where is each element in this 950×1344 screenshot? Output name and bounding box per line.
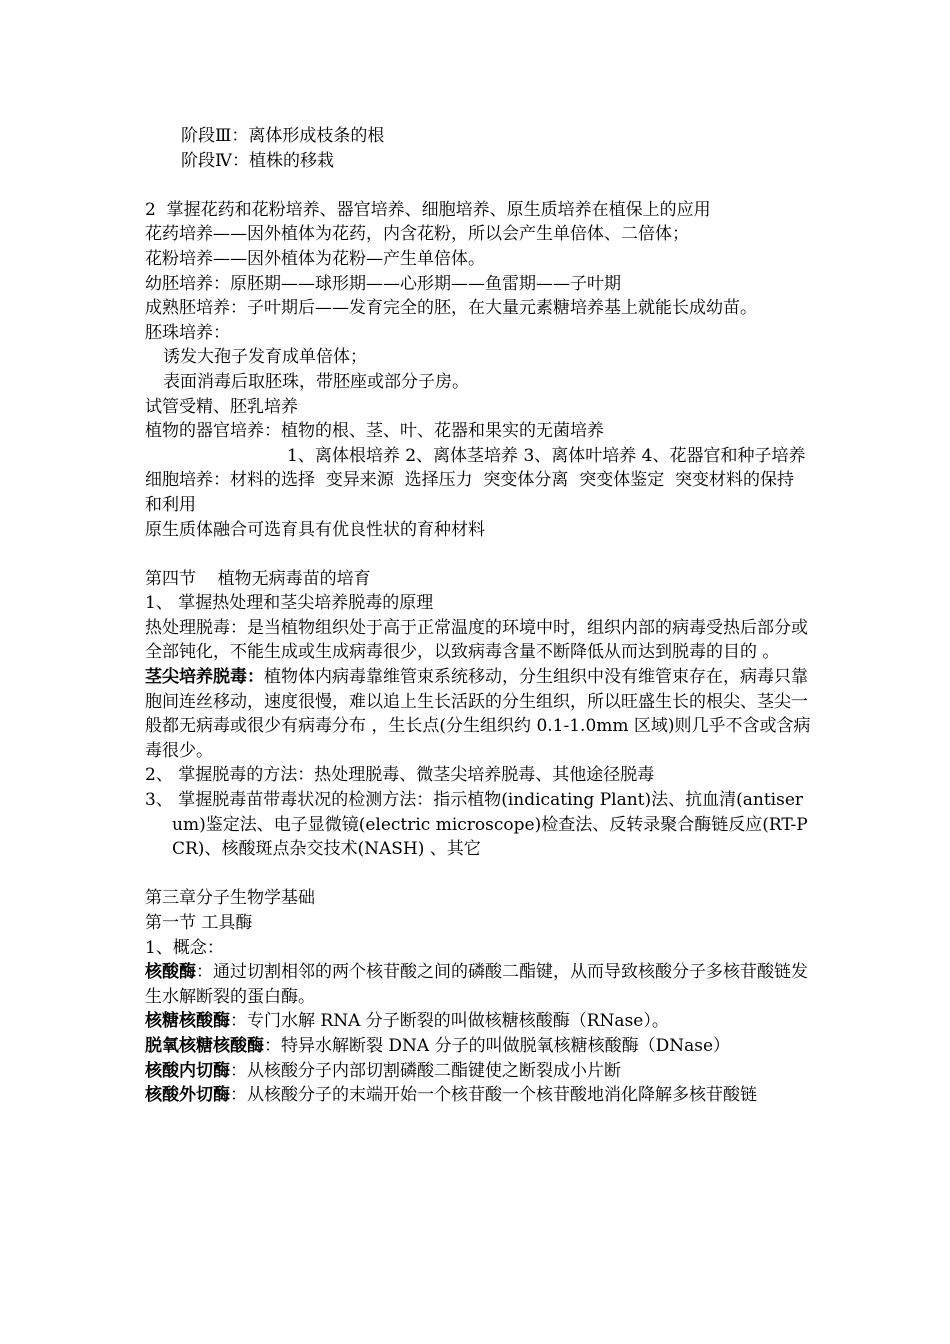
text-line: 阶段Ⅳ：植株的移栽 xyxy=(181,150,334,171)
document-body xyxy=(145,124,811,1108)
blank-line xyxy=(145,173,811,198)
text-line: 胚珠培养： xyxy=(145,322,230,343)
text-span: 1、离体根培养 2、离体茎培养 3、离体叶培养 4、花器官和种子培养 xyxy=(287,445,806,466)
text-line: 表面消毒后取胚珠，带胚座或部分子房。 xyxy=(163,371,469,392)
text-line: 幼胚培养：原胚期——球形期——心形期——鱼雷期——子叶期 xyxy=(145,273,621,294)
definition-line xyxy=(145,960,811,1009)
text-line: 花药培养——因外植体为花药，内含花粉，所以会产生单倍体、二倍体； xyxy=(145,224,689,245)
list-item: 3、 掌握脱毒苗带毒状况的检测方法：指示植物(indicating Plant)法、抗血清(antiserum)鉴定法、电子显微镜(electric microscope)检查法、反转录聚合酶链反应(RT-PCR)、核酸斑点杂交技术(NASH) 、其它 xyxy=(145,790,808,860)
text-line: 花粉培养——因外植体为花粉—产生单倍体。 xyxy=(145,248,485,269)
text-line: 诱发大孢子发育成单倍体； xyxy=(163,347,367,368)
chapter-heading: 第三章分子生物学基础 xyxy=(145,888,315,909)
blank-line xyxy=(145,862,811,887)
section-point: 2 掌握花药和花粉培养、器官培养、细胞培养、原生质培养在植保上的应用 xyxy=(145,199,711,220)
term: 核酸酶 xyxy=(145,962,196,983)
term: 核酸内切酶 xyxy=(145,1060,230,1081)
definition-text: ：专门水解 RNA 分子断裂的叫做核糖核酸酶（RNase）。 xyxy=(230,1011,669,1032)
definition-line xyxy=(145,1009,811,1034)
definition-line xyxy=(145,665,811,763)
text-line: 细胞培养：材料的选择 变异来源 选择压力 突变体分离 突变体鉴定 突变材料的保持和利用 xyxy=(145,470,795,515)
text-line: 植物的器官培养：植物的根、茎、叶、花器和果实的无菌培养 xyxy=(145,421,604,442)
definition-text: ：从核酸分子的末端开始一个核苷酸一个核苷酸地消化降解多核苷酸链 xyxy=(230,1085,757,1106)
text-line: 原生质体融合可选育具有优良性状的育种材料 xyxy=(145,519,485,540)
section-heading: 第四节 植物无病毒苗的培育 xyxy=(145,568,371,589)
definition-line xyxy=(145,1034,811,1059)
term: 茎尖培养脱毒： xyxy=(145,667,264,688)
text-line: 阶段Ⅲ：离体形成枝条的根 xyxy=(181,126,385,146)
term: 核糖核酸酶 xyxy=(145,1011,230,1032)
text-line: 成熟胚培养：子叶期后——发育完全的胚，在大量元素糖培养基上就能长成幼苗。 xyxy=(145,298,757,319)
definition-text: ：从核酸分子内部切割磷酸二酯键使之断裂成小片断 xyxy=(230,1060,621,1081)
definition-text: ：特异水解断裂 DNA 分子的叫做脱氧核糖核酸酶（DNase） xyxy=(264,1035,731,1056)
list-item: 2、 掌握脱毒的方法：热处理脱毒、微茎尖培养脱毒、其他途径脱毒 xyxy=(145,765,655,786)
text-line: 1、概念： xyxy=(145,937,224,958)
definition-line xyxy=(145,1059,811,1084)
term: 脱氧核糖核酸酶 xyxy=(145,1035,264,1056)
section-heading: 第一节 工具酶 xyxy=(145,913,253,933)
text-line: 1、 掌握热处理和茎尖培养脱毒的原理 xyxy=(145,593,434,614)
definition-text: ：通过切割相邻的两个核苷酸之间的磷酸二酯键，从而导致核酸分子多核苷酸链发生水解断裂的蛋白酶。 xyxy=(145,962,808,1007)
definition-text: 植物体内病毒靠维管束系统移动，分生组织中没有维管束存在，病毒只靠胞间连丝移动，速度很慢，难以追上生长活跃的分生组织，所以旺盛生长的根尖、茎尖一般都无病毒或很少有病毒分布 ，生长点(分生组织约 0.1-1.0mm 区域)则几乎不含或含病毒很少。 xyxy=(145,667,811,761)
blank-line xyxy=(145,542,811,567)
text-line: 热处理脱毒：是当植物组织处于高于正常温度的环境中时，组织内部的病毒受热后部分或全部钝化，不能生成或生成病毒很少，以致病毒含量不断降低从而达到脱毒的目的 。 xyxy=(145,617,808,663)
text-line xyxy=(145,444,811,469)
text-line: 试管受精、胚乳培养 xyxy=(145,396,298,417)
definition-line xyxy=(145,1083,811,1108)
term: 核酸外切酶 xyxy=(145,1085,230,1106)
